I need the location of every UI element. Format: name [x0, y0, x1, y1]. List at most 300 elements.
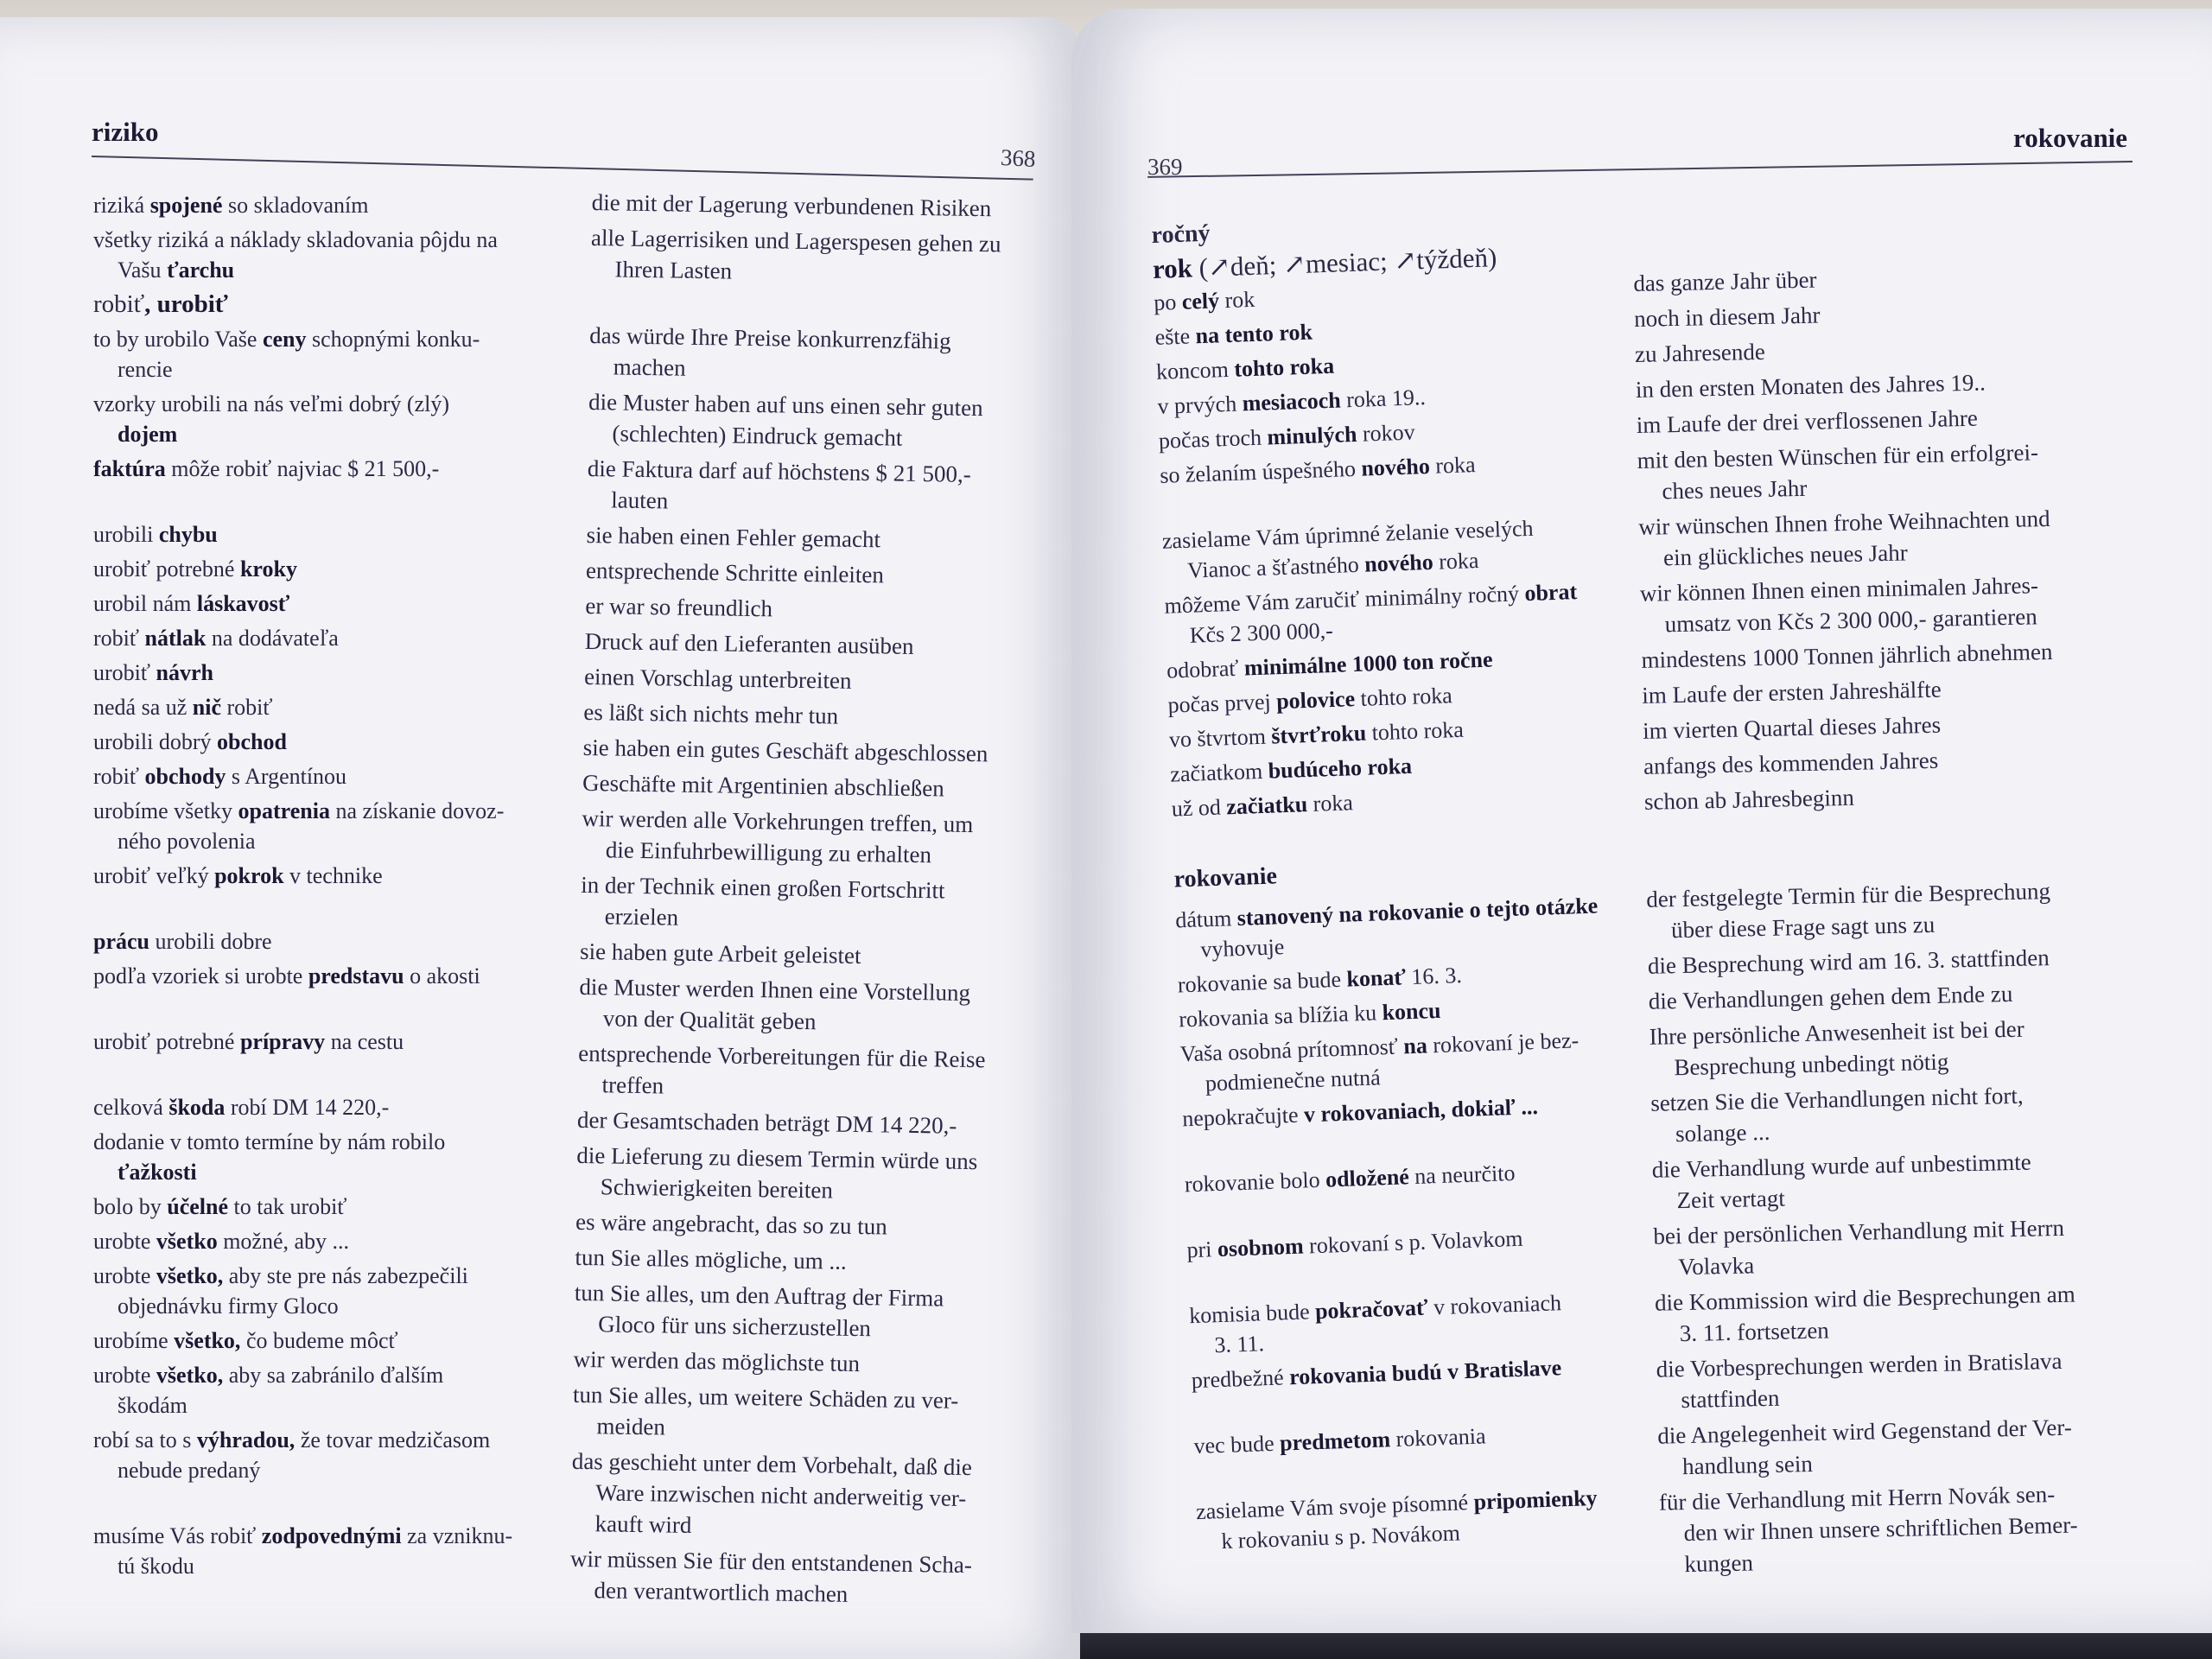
- phrase-text: ného povolenia: [118, 829, 256, 854]
- spacer: [93, 995, 577, 1027]
- entry-line: [93, 1129, 445, 1154]
- german-entry: [1637, 434, 2156, 507]
- german-entry: [579, 971, 1029, 1040]
- entry-line: mindestens 1000 Tonnen jährlich abnehmen: [1641, 638, 2053, 673]
- entry-continuation: solange ...: [1675, 1118, 1770, 1147]
- phrase-text: na dodávateľa: [206, 626, 339, 651]
- phrase-text: k rokovaniu s p. Novákom: [1220, 1520, 1461, 1554]
- entry-line: die Muster werden Ihnen eine Vorstellung: [579, 973, 971, 1006]
- phrase-text: urobili dobrý: [93, 729, 217, 754]
- german-entry: [573, 1344, 1023, 1382]
- german-entry: [584, 661, 1034, 699]
- german-entry: [582, 767, 1033, 805]
- entry-line: [93, 695, 273, 720]
- keyword: minimálne 1000 ton ročne: [1237, 646, 1493, 681]
- entry-line: die Faktura darf auf höchstens $ 21 500,-: [587, 454, 971, 487]
- german-entry: [570, 1446, 1021, 1546]
- german-entry: [580, 869, 1030, 938]
- phrase-text: tohto roka: [1354, 683, 1453, 712]
- keyword: ťarchu: [167, 257, 235, 283]
- keyword: láskavosť: [196, 591, 290, 616]
- keyword: osobnom: [1217, 1233, 1305, 1262]
- entry-line: [93, 290, 228, 318]
- slovak-entry: [93, 1261, 577, 1321]
- phrase-text: za vzniknu-: [401, 1523, 513, 1548]
- entry-line: anfangs des kommenden Jahres: [1643, 747, 1939, 779]
- entry-line: [1177, 963, 1462, 997]
- entry-line: [93, 1328, 398, 1353]
- keyword: prácu: [93, 929, 149, 954]
- entry-line: [1167, 683, 1452, 717]
- keyword: pokračovať: [1314, 1294, 1429, 1325]
- keyword: všetko,: [174, 1328, 241, 1353]
- phrase-text: rencie: [118, 357, 173, 382]
- entry-continuation: den wir Ihnen unsere schriftlichen Bemer-: [1683, 1511, 2078, 1547]
- entry-line: [93, 327, 480, 352]
- slovak-entry: [93, 588, 577, 619]
- entry-line: [93, 1363, 443, 1388]
- slovak-entry: [1164, 574, 1649, 652]
- entry-line: die Verhandlung wurde auf unbestimmte: [1651, 1148, 2031, 1183]
- entry-line: tun Sie alles, um den Auftrag der Firma: [574, 1279, 944, 1312]
- german-entry: [1659, 1476, 2179, 1580]
- german-entry: [1650, 1077, 2170, 1150]
- entry-line: die Vorbesprechungen werden in Bratislava: [1656, 1347, 2063, 1382]
- entry-line: Ihre persönliche Anwesenheit ist bei der: [1649, 1015, 2024, 1050]
- keyword: zodpovednými: [261, 1523, 402, 1548]
- phrase-text: môžeme Vám zaručiť minimálny ročný: [1164, 581, 1525, 619]
- entry-continuation: [93, 354, 577, 385]
- keyword: predstavu: [308, 963, 404, 988]
- entry-line: [1191, 1355, 1561, 1393]
- phrase-text: urobili dobre: [149, 929, 272, 954]
- german-entry: [1644, 775, 2164, 817]
- entry-line: [1157, 385, 1426, 419]
- german-entry: [1642, 669, 2161, 711]
- entry-continuation: von der Qualität geben: [602, 1005, 817, 1035]
- entry-line: wir müssen Sie für den entstandenen Scha-: [569, 1545, 973, 1579]
- keyword: návrh: [156, 660, 213, 685]
- phrase-text: urobil nám: [93, 591, 197, 616]
- phrase-text: urobte: [93, 1363, 156, 1388]
- entry-line: [93, 391, 449, 416]
- entry-continuation: Ware inzwischen nicht anderweitig ver-: [595, 1479, 967, 1511]
- entry-line: [1158, 419, 1415, 453]
- entry-title-rok-bold: rok: [1152, 252, 1193, 284]
- entry-line: der festgelegte Termin für die Besprechung: [1645, 878, 2051, 912]
- phrase-text: že tovar medzičasom: [295, 1427, 491, 1452]
- phrase-text: na neurčito: [1408, 1160, 1516, 1190]
- phrase-text: možné, aby ...: [217, 1229, 350, 1254]
- keyword: nič: [192, 695, 222, 720]
- german-entry: [583, 696, 1033, 734]
- german-entry: [1646, 873, 2165, 946]
- phrase-text: v rokovaniach: [1427, 1290, 1562, 1320]
- keyword: mesiacoch: [1242, 387, 1342, 416]
- entry-line: zu Jahresende: [1634, 338, 1766, 367]
- slovak-entry: [93, 692, 577, 722]
- entry-line: [93, 929, 272, 954]
- entry-continuation: [93, 419, 577, 449]
- slovak-entry: [93, 519, 577, 550]
- phrase-text: urobiť veľký: [93, 863, 215, 888]
- entry-line: [93, 556, 297, 582]
- phrase-text: Vašu: [118, 257, 168, 283]
- phrase-text: urobiť: [93, 660, 156, 685]
- keyword: faktúra: [93, 456, 166, 481]
- entry-line: in den ersten Monaten des Jahres 19..: [1635, 369, 1986, 403]
- german-entry: [574, 1277, 1024, 1346]
- phrase-text: zasielame Vám úprimné želanie veselých: [1161, 515, 1534, 554]
- entry-continuation: [93, 1551, 577, 1581]
- keyword: celý: [1181, 288, 1220, 315]
- phrase-text: vo štvrtom: [1168, 723, 1272, 753]
- phrase-text: urobiť potrebné: [93, 556, 240, 582]
- phrase-text: robí DM 14 220,-: [225, 1095, 390, 1120]
- phrase-text: celková: [93, 1095, 169, 1120]
- slovak-entry: [93, 727, 577, 757]
- entry-line: [93, 764, 346, 789]
- slovak-entry: [93, 324, 577, 385]
- phrase-text: 3. 11.: [1213, 1331, 1265, 1358]
- entry-line: [93, 729, 287, 754]
- entry-line: in der Technik einen großen Fortschritt: [581, 871, 945, 904]
- german-entry: [583, 732, 1033, 770]
- phrase-text: začiatkom: [1169, 758, 1263, 787]
- german-entry: [1633, 257, 2152, 299]
- keyword: všetko: [156, 1229, 218, 1254]
- entry-continuation: Gloco für uns sicherzustellen: [598, 1311, 872, 1342]
- spacer: [93, 488, 577, 519]
- german-entry: [1638, 500, 2158, 574]
- keyword: koncu: [1382, 997, 1441, 1026]
- spacer: [93, 1061, 577, 1092]
- phrase-text: čo budeme môcť: [240, 1328, 398, 1353]
- entry-continuation: [93, 1157, 577, 1187]
- german-entry: [586, 555, 1036, 593]
- entry-line: alle Lagerrisiken und Lagerspesen gehen zu: [590, 224, 1001, 257]
- slovak-entry: [93, 1192, 577, 1222]
- keyword: pripomienky: [1473, 1484, 1598, 1515]
- right-header-rule: [1147, 161, 2133, 178]
- phrase-text: urobíme všetky: [93, 798, 238, 823]
- german-entry: [580, 936, 1030, 974]
- entry-continuation: Volavka: [1677, 1252, 1755, 1281]
- entry-line: [1193, 1423, 1486, 1459]
- keyword: obchod: [217, 729, 287, 754]
- phrase-text: s Argentínou: [226, 764, 347, 789]
- phrase-text: 16. 3.: [1405, 962, 1463, 990]
- entry-continuation: stattfinden: [1681, 1384, 1780, 1414]
- german-entry: [1657, 1409, 2177, 1483]
- slovak-entry: [1179, 1022, 1665, 1100]
- phrase-text: rokov: [1356, 419, 1416, 447]
- left-header-word: riziko: [92, 117, 159, 147]
- entry-line: [93, 1523, 512, 1548]
- slovak-entry: [93, 796, 577, 856]
- phrase-text: riziká: [93, 193, 150, 218]
- entry-line: das würde Ihre Preise konkurrenzfähig: [589, 321, 951, 354]
- entry-continuation: erzielen: [604, 903, 679, 931]
- keyword: prípravy: [239, 1029, 326, 1054]
- keyword: odložené: [1325, 1164, 1410, 1192]
- phrase-text: roka: [1306, 790, 1354, 817]
- phrase-text: nedá sa už: [93, 695, 193, 720]
- entry-line: entsprechende Vorbereitungen für die Reise: [578, 1039, 986, 1073]
- phrase-text: rok: [1218, 286, 1255, 314]
- entry-line: [93, 626, 339, 651]
- keyword: na: [1402, 1033, 1428, 1059]
- phrase-text: všetky riziká a náklady skladovania pôjdu na: [93, 227, 498, 252]
- phrase-text: odobrať: [1166, 655, 1239, 683]
- left-page: [0, 17, 1080, 1659]
- german-entry: [569, 1543, 1020, 1612]
- entry-line: [93, 660, 213, 685]
- slovak-entry: [93, 225, 577, 285]
- phrase-text: musíme Vás robiť: [93, 1523, 262, 1548]
- entry-line: die Besprechung wird am 16. 3. stattfinden: [1647, 944, 2050, 979]
- keyword: účelné: [167, 1194, 228, 1219]
- entry-line: [93, 1029, 404, 1054]
- phrase-text: objednávku firmy Gloco: [118, 1294, 339, 1319]
- entry-line: Druck auf den Lieferanten ausüben: [584, 627, 914, 659]
- slovak-entry: [93, 1127, 577, 1187]
- entry-line: die mit der Lagerung verbundenen Risiken: [591, 188, 992, 222]
- german-entry: [577, 1038, 1027, 1107]
- phrase-text: ešte: [1154, 323, 1191, 350]
- entry-continuation: 3. 11. fortsetzen: [1679, 1317, 1830, 1347]
- entry-continuation: ches neues Jahr: [1662, 474, 1808, 505]
- entry-line: mit den besten Wünschen für ein erfolgrei-: [1637, 439, 2039, 474]
- phrase-text: po: [1153, 289, 1183, 315]
- phrase-text: robiť: [93, 626, 145, 651]
- keyword: tohto roka: [1228, 353, 1335, 382]
- entry-continuation: Ihren Lasten: [614, 256, 733, 284]
- entry-line: [93, 193, 368, 218]
- phrase-text: škodám: [118, 1393, 188, 1418]
- german-entry: [1655, 1276, 2174, 1350]
- left-slovak-column: [93, 190, 577, 1586]
- german-entry: [586, 519, 1036, 557]
- phrase-text: rokovaní je bez-: [1427, 1027, 1580, 1058]
- german-entry: [1656, 1343, 2175, 1416]
- entry-continuation: [93, 1390, 577, 1421]
- phrase-text: tú škodu: [118, 1554, 194, 1579]
- phrase-text: robiť: [221, 695, 273, 720]
- slovak-entry: [93, 1360, 577, 1421]
- phrase-text: rokovaní s p. Volavkom: [1303, 1225, 1523, 1259]
- keyword: štvrťroku: [1270, 720, 1367, 749]
- entry-line: die Kommission wird die Besprechungen am: [1654, 1281, 2075, 1316]
- german-entry: [585, 590, 1035, 628]
- phrase-text: roka: [1433, 548, 1479, 575]
- keyword: polovice: [1275, 686, 1356, 715]
- keyword: začiatku: [1225, 791, 1308, 820]
- entry-title-rok-refs: (↗deň; ↗mesiac; ↗týždeň): [1192, 242, 1497, 283]
- keyword: všetko,: [156, 1263, 224, 1288]
- phrase-text: v technike: [283, 863, 383, 888]
- phrase-text: robiť: [93, 290, 145, 318]
- keyword: výhradou,: [196, 1427, 296, 1452]
- entry-line: er war so freundlich: [585, 592, 773, 622]
- phrase-text: urobíme: [93, 1328, 175, 1353]
- phrase-text: počas troch: [1158, 424, 1268, 454]
- german-entry: [575, 1242, 1025, 1280]
- entry-continuation: meiden: [596, 1413, 666, 1440]
- keyword: stanovený na rokovanie o tejto otázke: [1230, 893, 1599, 931]
- entry-line: tun Sie alles, um weitere Schäden zu ver-: [572, 1381, 959, 1414]
- keyword: nového: [1360, 453, 1431, 481]
- entry-line: [93, 1263, 468, 1288]
- left-page-number: 368: [1000, 143, 1037, 173]
- phrase-text: Vianoc a šťastného: [1186, 551, 1365, 583]
- entry-line: wir wünschen Ihnen frohe Weihnachten und: [1637, 505, 2050, 540]
- german-entry: [587, 453, 1037, 522]
- phrase-text: rokovanie bolo: [1184, 1166, 1326, 1198]
- german-entry: [1648, 939, 2167, 982]
- entry-line: wir werden das möglichste tun: [573, 1345, 861, 1377]
- entry-line: sie haben gute Arbeit geleistet: [579, 938, 861, 969]
- entry-continuation: die Einfuhrbewilligung zu erhalten: [605, 836, 932, 868]
- entry-continuation: [93, 1455, 577, 1485]
- entry-line: tun Sie alles mögliche, um ...: [575, 1243, 847, 1274]
- right-german-column: [1633, 257, 2179, 1584]
- slovak-entry: [93, 961, 577, 991]
- entry-line: noch in diesem Jahr: [1633, 302, 1821, 332]
- phrase-text: to by urobilo Vaše: [93, 327, 263, 352]
- german-entry: [577, 1104, 1027, 1142]
- entry-continuation: ein glückliches neues Jahr: [1662, 539, 1908, 571]
- section-heading: rokovanie: [1173, 862, 1278, 893]
- phrase-text: roka: [1429, 452, 1477, 479]
- slovak-entry: [93, 1521, 577, 1581]
- german-entry: [1641, 633, 2160, 676]
- entry-line: sie haben einen Fehler gemacht: [586, 521, 881, 553]
- slovak-entry: [93, 289, 577, 320]
- entry-line: die Lieferung zu diesem Termin würde uns: [576, 1141, 978, 1175]
- entry-continuation: [93, 255, 577, 285]
- phrase-text: komisia bude: [1188, 1299, 1316, 1329]
- german-entry: [1643, 740, 2163, 782]
- phrase-text: v prvých: [1157, 391, 1243, 419]
- phrase-text: aby sa zabránilo ďalším: [223, 1363, 444, 1388]
- entry-line: [1160, 452, 1476, 488]
- german-entry: [1651, 1143, 2171, 1217]
- spacer: [93, 895, 577, 926]
- german-entry: [1643, 704, 2162, 747]
- entry-line: [1154, 320, 1313, 350]
- phrase-text: urobte: [93, 1229, 156, 1254]
- entry-continuation: umsatz von Kčs 2 300 000,- garantieren: [1664, 603, 2038, 638]
- phrase-text: môže robiť najviac $ 21 500,-: [165, 456, 440, 481]
- entry-line: [93, 522, 218, 547]
- german-entry: [1648, 975, 2167, 1017]
- entry-continuation: über diese Frage sagt uns zu: [1670, 911, 1936, 944]
- entry-title-rocny: ročný: [1151, 219, 1211, 249]
- phrase-text: o akosti: [404, 963, 480, 988]
- german-entry: [1653, 1210, 2172, 1283]
- entry-continuation: Besprechung unbedingt nötig: [1674, 1048, 1949, 1081]
- entry-continuation: den verantwortlich machen: [594, 1577, 849, 1607]
- slovak-entry: [93, 1325, 577, 1356]
- entry-line: im vierten Quartal dieses Jahres: [1642, 711, 1942, 744]
- phrase-text: nepokračujte: [1181, 1102, 1300, 1132]
- german-entry: [575, 1206, 1026, 1244]
- german-entry: [588, 386, 1038, 455]
- slovak-entry: [93, 190, 577, 220]
- entry-line: sie haben ein gutes Geschäft abgeschlossen: [582, 734, 988, 767]
- slovak-entry: [93, 389, 577, 449]
- german-entry: [1636, 363, 2155, 405]
- entry-continuation: [93, 1291, 577, 1321]
- entry-continuation: Schwierigkeiten bereiten: [600, 1173, 834, 1204]
- german-entry: [1634, 292, 2153, 334]
- slovak-entry: [93, 623, 577, 653]
- entry-line: einen Vorschlag unterbreiten: [583, 663, 852, 694]
- phrase-text: aby ste pre nás zabezpečili: [223, 1263, 468, 1288]
- german-entry: [1636, 398, 2155, 441]
- keyword: minulých: [1266, 421, 1357, 450]
- entry-continuation: machen: [613, 353, 686, 381]
- german-entry: [582, 803, 1032, 872]
- german-entry: [1640, 567, 2159, 640]
- keyword: dojem: [118, 422, 178, 447]
- slovak-entry: [93, 761, 577, 791]
- entry-line: [93, 227, 498, 252]
- entry-line: im Laufe der drei verflossenen Jahre: [1636, 404, 1979, 438]
- entry-line: [93, 591, 289, 616]
- phrase-text: urobiť potrebné: [93, 1029, 240, 1054]
- entry-line: [1156, 353, 1335, 385]
- entry-line: es läßt sich nichts mehr tun: [583, 698, 839, 729]
- keyword: v rokovaniach, dokiaľ ...: [1297, 1094, 1539, 1128]
- entry-line: [93, 1229, 349, 1254]
- left-german-column: [569, 187, 1041, 1617]
- german-entry: [572, 1379, 1022, 1448]
- slovak-entry: [93, 658, 577, 688]
- phrase-text: koncom: [1155, 356, 1230, 385]
- phrase-text: so skladovaním: [222, 193, 369, 218]
- phrase-text: bolo by: [93, 1194, 168, 1219]
- slovak-entry: [93, 1027, 577, 1057]
- keyword: nátlak: [144, 626, 207, 651]
- slovak-entry: [93, 454, 577, 484]
- german-entry: [1649, 1010, 2168, 1084]
- entry-line: im Laufe der ersten Jahreshälfte: [1642, 676, 1942, 709]
- german-entry: [591, 187, 1041, 225]
- entry-line: die Verhandlungen gehen dem Ende zu: [1648, 980, 2013, 1014]
- keyword: konať: [1345, 964, 1407, 992]
- entry-line: [93, 963, 480, 988]
- slovak-entry: [93, 1226, 577, 1256]
- entry-line: wir werden alle Vorkehrungen treffen, um: [582, 804, 974, 838]
- phrase-text: so želaním úspešného: [1159, 455, 1362, 488]
- slovak-entry: [93, 1092, 577, 1122]
- phrase-text: podmienečne nutná: [1205, 1065, 1382, 1096]
- entry-line: es wäre angebracht, das so zu tun: [575, 1208, 887, 1240]
- phrase-text: tohto roka: [1365, 716, 1465, 746]
- entry-continuation: treffen: [601, 1071, 664, 1099]
- phrase-text: podľa vzoriek si urobte: [93, 963, 308, 988]
- left-header-rule: [92, 156, 1033, 181]
- keyword: všetko,: [156, 1363, 224, 1388]
- entry-line: die Muster haben auf uns einen sehr guten: [588, 388, 983, 422]
- german-entry: [1635, 327, 2154, 370]
- entry-line: setzen Sie die Verhandlungen nicht fort,: [1649, 1082, 2024, 1116]
- entry-line: [1154, 287, 1255, 315]
- entry-continuation: Zeit vertagt: [1676, 1185, 1786, 1214]
- keyword: rokovania budú v Bratislave: [1283, 1355, 1562, 1390]
